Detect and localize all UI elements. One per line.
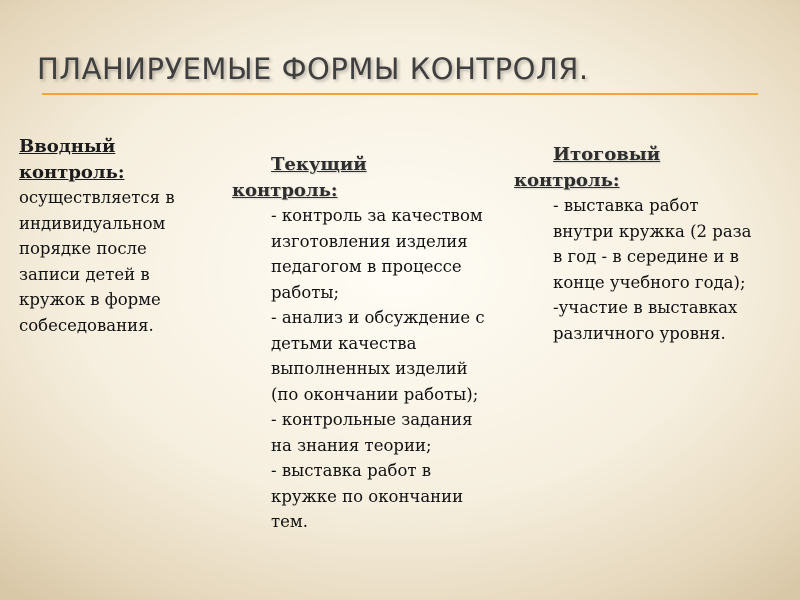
- final-control-heading: [514, 142, 754, 193]
- current-control-item: - анализ и обсуждение с детьми качества выполненных изделий (по окончании работы);: [271, 308, 485, 404]
- entry-control-heading-line2: контроль:: [19, 161, 125, 183]
- current-control-heading: [232, 152, 492, 203]
- title-underline: [42, 93, 758, 95]
- entry-control-body: осуществляется в индивидуальном порядке после записи детей в кружок в форме собеседования.: [19, 188, 175, 335]
- entry-control-heading-line1: Вводный: [19, 136, 116, 157]
- current-control-item: - выставка работ в кружке по окончании тем.: [271, 461, 464, 531]
- slide-title: ПЛАНИРУЕМЫЕ ФОРМЫ КОНТРОЛЯ.: [37, 52, 589, 86]
- column-final-control: [514, 142, 754, 346]
- final-control-item: -участие в выставках различного уровня.: [553, 298, 738, 343]
- column-current-control: [232, 152, 492, 535]
- final-control-heading-line2: контроль:: [514, 169, 620, 191]
- current-control-item: - контроль за качеством изготовления изделия педагогом в процессе работы;: [271, 206, 483, 302]
- current-control-item: - контрольные задания на знания теории;: [271, 410, 473, 455]
- current-control-heading-line2: контроль:: [232, 179, 338, 201]
- current-control-heading-line1: Текущий: [271, 154, 367, 175]
- final-control-item: - выставка работ внутри кружка (2 раза в год - в середине и в конце учебного года);: [553, 196, 752, 292]
- entry-control-heading: [19, 134, 204, 185]
- column-entry-control: [19, 134, 204, 338]
- final-control-heading-line1: Итоговый: [553, 144, 661, 165]
